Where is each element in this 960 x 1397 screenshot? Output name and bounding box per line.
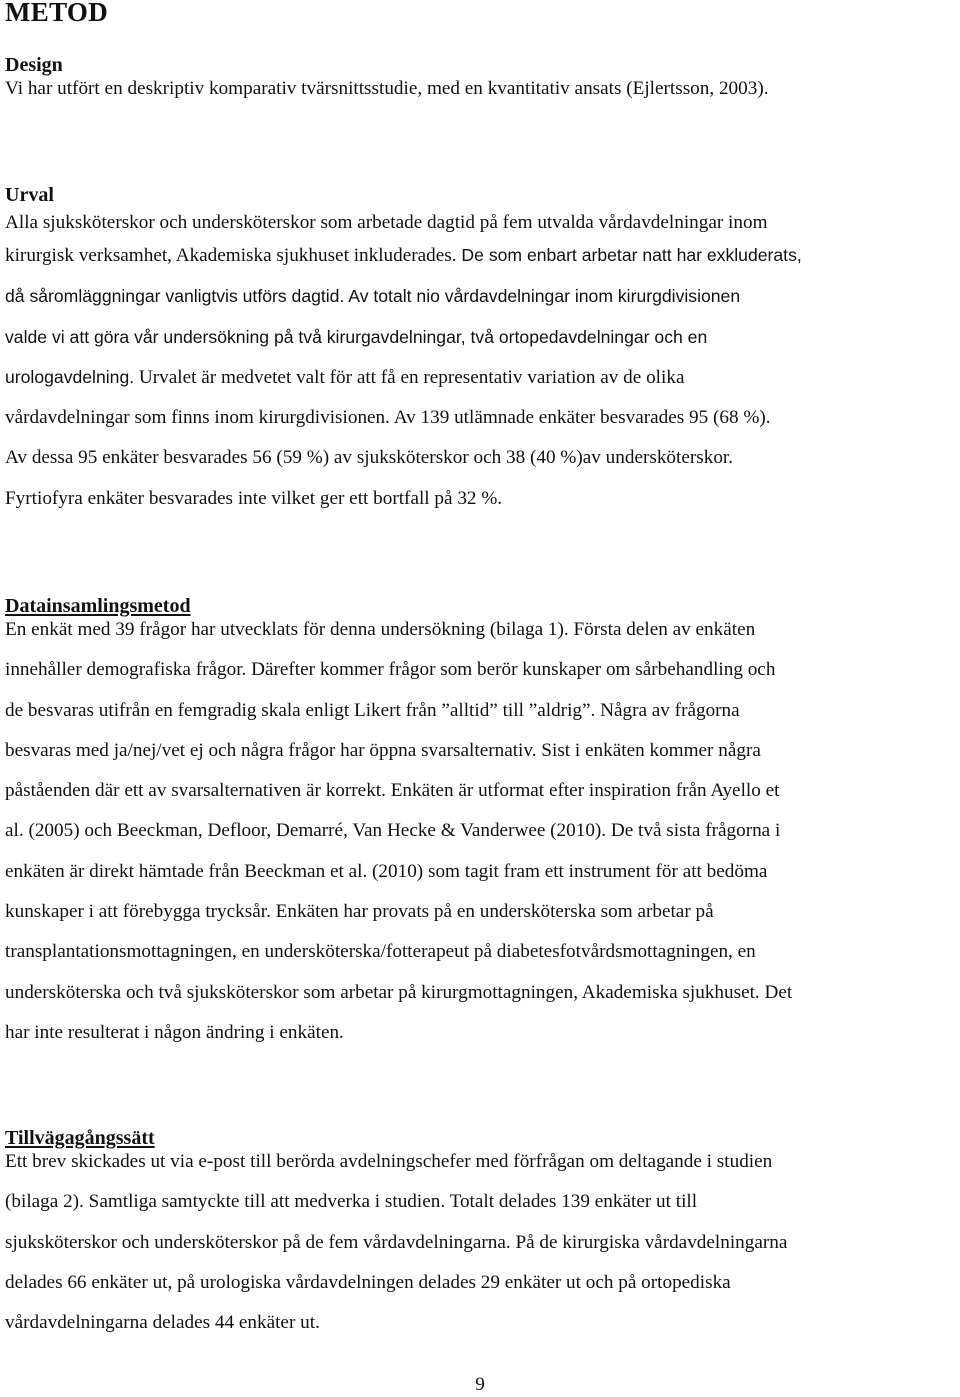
text-line bbox=[5, 276, 960, 316]
text-segment: Urvalet är medvetet valt för att få en representativ variation av de olika bbox=[134, 366, 685, 388]
paragraph-tillvagagangssatt bbox=[5, 1142, 960, 1343]
text-segment: De som enbart arbetar natt har exkluderats, bbox=[456, 245, 802, 265]
text-line: kunskaper i att förebygga trycksår. Enkäten har provats på en undersköterska som arbetar på bbox=[5, 901, 714, 923]
text-line bbox=[5, 357, 960, 398]
text-line: transplantationsmottagningen, en undersköterska/fotterapeut på diabetesfotvårdsmottagningen, en bbox=[5, 941, 756, 963]
paragraph-datainsamlingsmetod bbox=[5, 610, 960, 1053]
text-segment: kirurgisk verksamhet, Akademiska sjukhuset inkluderades. bbox=[5, 245, 457, 266]
section-heading-design: Design bbox=[5, 54, 63, 76]
text-line: En enkät med 39 frågor har utvecklats för denna undersökning (bilaga 1). Första delen av enkäten bbox=[5, 619, 756, 640]
section-heading-urval: Urval bbox=[5, 184, 54, 206]
text-line: Av dessa 95 enkäter besvarades 56 (59 %) av sjuksköterskor och 38 (40 %)av undersköterskor. bbox=[5, 447, 734, 469]
text-line: valde vi att göra vår undersökning på två kirurgavdelningar, två ortopedavdelningar och en bbox=[5, 326, 708, 347]
paragraph-urval-continued bbox=[5, 235, 960, 519]
text-line: de besvaras utifrån en femgradig skala enligt Likert från ”alltid” till ”aldrig”. Några av frågorna bbox=[5, 699, 740, 721]
text-line: Ett brev skickades ut via e-post till berörda avdelningschefer med förfrågan om deltagande i studien bbox=[5, 1151, 773, 1172]
text-line: besvaras med ja/nej/vet ej och några frågor har öppna svarsalternativ. Sist i enkäten kommer några bbox=[5, 739, 761, 761]
text-line: delades 66 enkäter ut, på urologiska vårdavdelningen delades 29 enkäter ut och på ortopediska bbox=[5, 1271, 731, 1293]
text-segment: vårdavdelningar som finns inom kirurgdivisionen. bbox=[5, 407, 390, 429]
text-segment: då såromläggningar vanligtvis utförs dagtid. bbox=[5, 286, 345, 307]
text-line: Vi har utfört en deskriptiv komparativ tvärsnittsstudie, med en kvantitativ ansats (Ejlertsson, 2003). bbox=[5, 78, 769, 99]
text-line: påståenden där ett av svarsalternativen är korrekt. Enkäten är utformat efter inspiration från Ayello et bbox=[5, 780, 780, 802]
section-tillvagagangssatt bbox=[5, 1126, 960, 1343]
text-line bbox=[5, 398, 960, 438]
text-line: enkäten är direkt hämtade från Beeckman et al. (2010) som tagit fram ett instrument för att bedöma bbox=[5, 860, 768, 882]
text-line: al. (2005) och Beeckman, Defloor, Demarré, Van Hecke & Vanderwee (2010). De två sista frågorna i bbox=[5, 820, 781, 842]
text-line: Fyrtiofyra enkäter besvarades inte vilket ger ett bortfall på 32 %. bbox=[5, 487, 503, 509]
section-design bbox=[5, 53, 960, 101]
text-line: (bilaga 2). Samtliga samtyckte till att medverka i studien. Totalt delades 139 enkäter ut till bbox=[5, 1191, 698, 1213]
text-segment: Av 139 utlämnade enkäter besvarades 95 (68 %). bbox=[389, 407, 771, 429]
text-line: har inte resulterat i någon ändring i enkäten. bbox=[5, 1021, 344, 1043]
text-segment: urologavdelning. bbox=[5, 366, 135, 387]
section-heading-datainsamlingsmetod: Datainsamlingsmetod bbox=[5, 595, 191, 617]
text-line: vårdavdelningarna delades 44 enkäter ut. bbox=[5, 1312, 320, 1334]
page-number: 9 bbox=[475, 1374, 485, 1395]
section-datainsamlingsmetod bbox=[5, 594, 960, 1053]
paragraph-design bbox=[5, 77, 960, 101]
section-heading-tillvagagangssatt: Tillvägagångssätt bbox=[5, 1127, 155, 1149]
text-line: sjuksköterskor och undersköterskor på de fem vårdavdelningarna. På de kirurgiska vårdavdelningarna bbox=[5, 1231, 788, 1253]
page-title: METOD bbox=[5, 0, 109, 27]
text-line bbox=[5, 235, 960, 276]
section-urval bbox=[5, 183, 960, 519]
text-line: undersköterska och två sjuksköterskor som arbetar på kirurgmottagningen, Akademiska sjukhuset. Det bbox=[5, 981, 793, 1003]
text-segment: Av totalt nio vårdavdelningar inom kirurgdivisionen bbox=[344, 286, 741, 307]
text-line: Alla sjuksköterskor och undersköterskor som arbetade dagtid på fem utvalda vårdavdelningar inom bbox=[5, 212, 768, 233]
text-line: innehåller demografiska frågor. Därefter kommer frågor som berör kunskaper om sårbehandling och bbox=[5, 659, 776, 681]
